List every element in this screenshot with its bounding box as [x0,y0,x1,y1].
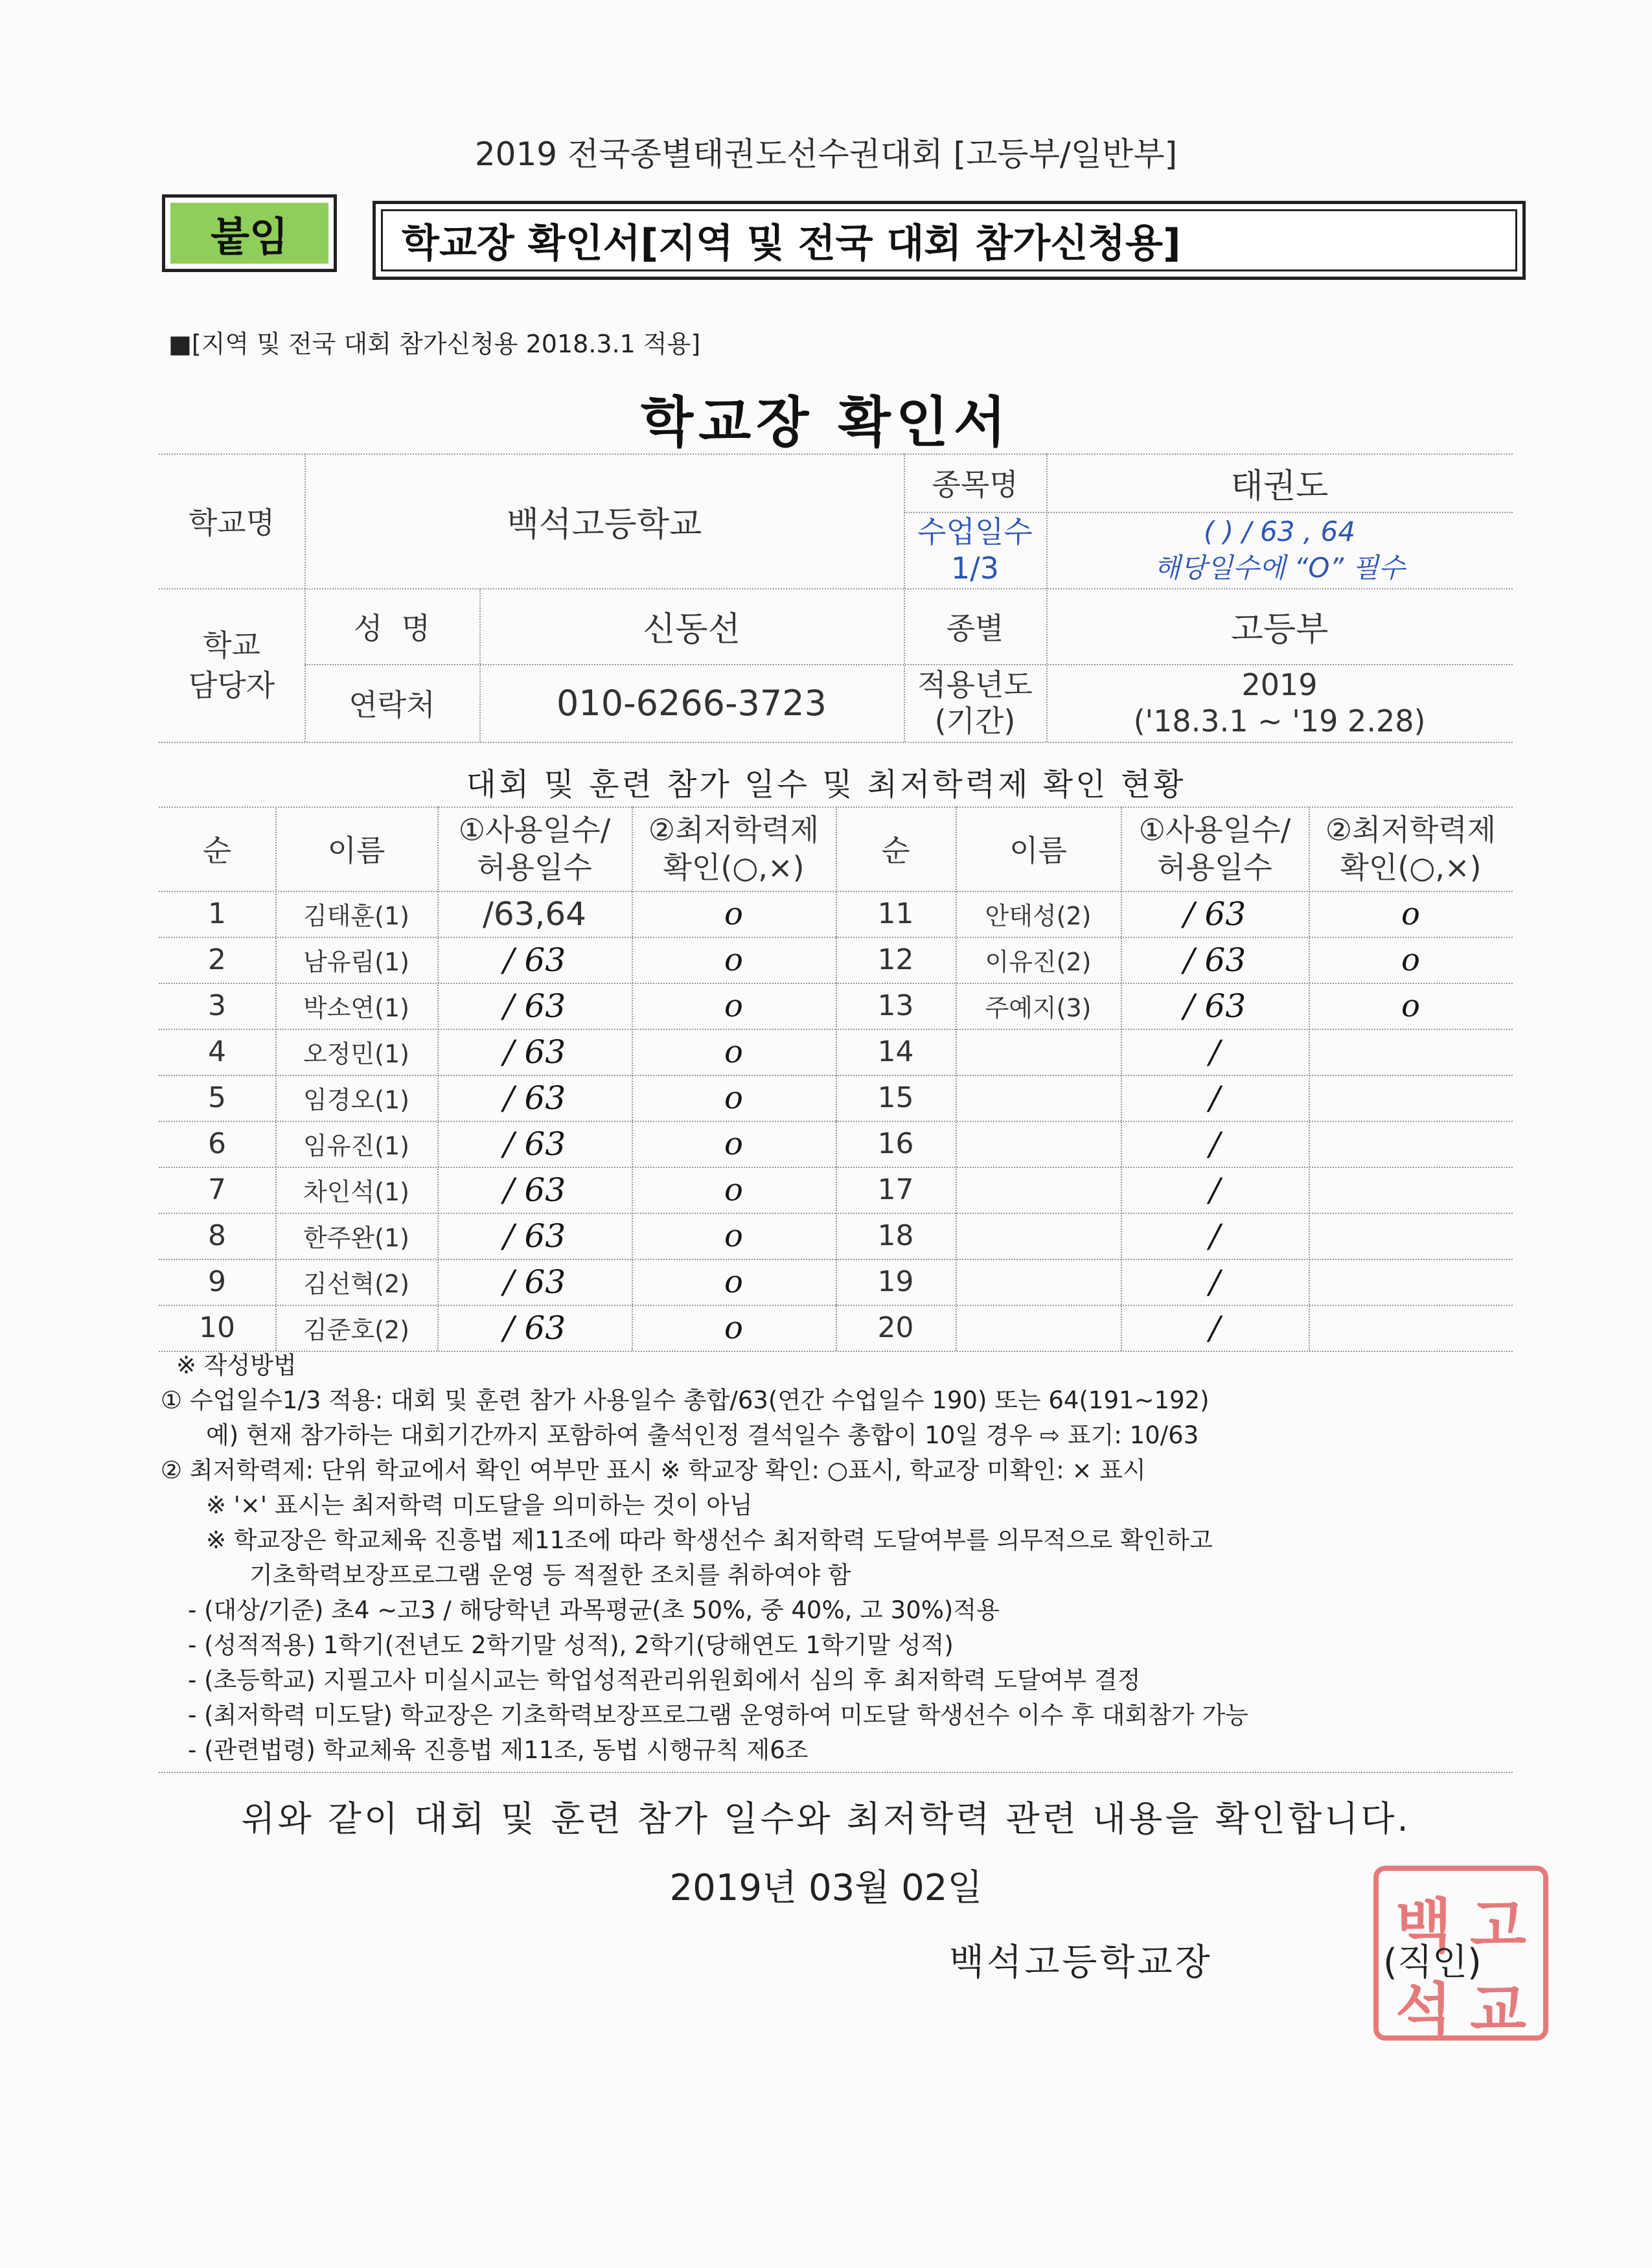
event-title: 2019 전국종별태권도선수권대회 [고등부/일반부] [474,135,1178,173]
cell-days: / 63 [503,987,566,1025]
cell-no: 16 [877,1127,914,1160]
confirm-statement: 위와 같이 대회 및 훈련 참가 일수와 최저학력 관련 내용을 확인합니다. [241,1798,1411,1839]
cell-check: o [724,1033,743,1070]
year-value-line2: ('18.3.1 ~ '19 2.28) [1133,704,1426,739]
cell-no: 13 [877,989,914,1022]
cell-check [1309,1121,1513,1167]
cell-days: / 63 [1183,987,1246,1025]
detail-1: - (대상/기준) 초4 ~고3 / 해당학년 과목평균(초 50%, 중 40%, 고 30%)적용 [188,1596,1000,1624]
year-value-line1: 2019 [1241,667,1318,702]
header-check-right-line1: ②최저학력제 [1325,812,1497,847]
cell-days: / 63 [503,1079,566,1117]
header-no-right: 순 [881,833,910,868]
header-check-left-line1: ②최저학력제 [648,812,820,847]
cell-check: o [724,895,743,932]
cell-name [956,1213,1121,1259]
heading-text: 학교장 확인서[지역 및 전국 대회 참가신청용] [402,221,1181,266]
header-days-left-line2: 허용일수 [477,850,592,885]
cell-no: 10 [199,1311,235,1344]
cell-check [1309,1075,1513,1121]
cell-name [956,1121,1121,1167]
cell-name: 김태훈(1) [303,902,409,930]
category-value: 고등부 [1230,610,1329,649]
cell-days: / [1209,1079,1221,1117]
year-label-line2: (기간) [934,704,1016,739]
cell-no: 7 [208,1173,226,1206]
cell-name [956,1029,1121,1075]
cell-check [1309,1259,1513,1305]
seal-label: (직인) [1383,1942,1482,1984]
header-name-right: 이름 [1009,833,1067,868]
cell-check: o [724,1309,743,1346]
header-days-left-line1: ①사용일수/ [458,812,611,847]
cell-days: / 63 [503,1217,566,1255]
cell-name: 한주완(1) [303,1224,409,1252]
header-no-left: 순 [202,833,232,868]
cell-check [1309,1167,1513,1213]
detail-5: - (관련법령) 학교체육 진흥법 제11조, 동법 시행규칙 제6조 [188,1736,809,1764]
detail-4: - (최저학력 미도달) 학교장은 기초학력보장프로그램 운영하여 미도달 학생선수 이수 후 대회참가 가능 [188,1701,1249,1729]
name-label: 성 명 [353,610,431,646]
cell-days: / [1209,1217,1221,1255]
days-value-line1: ( ) / 63 , 64 [1204,516,1355,547]
days-label-line1: 수업일수 [917,514,1033,549]
header-check-right-line2: 확인(○,×) [1340,850,1482,885]
main-title: 학교장 확인서 [640,391,1012,454]
cell-no: 19 [877,1265,914,1298]
days-value-line2: 해당일수에 “O” 필수 [1154,552,1405,584]
manager-label-line2: 담당자 [188,667,275,703]
note-3: ※ '×' 표시는 최저학력 미도달을 의미하는 것이 아님 [206,1491,753,1519]
cell-name: 주예지(3) [985,994,1092,1022]
cell-days: / 63 [503,941,566,979]
header-days-right-line1: ①사용일수/ [1138,812,1291,847]
note-4a: ※ 학교장은 학교체육 진흥법 제11조에 따라 학생선수 최저학력 도달여부를 의무적으로 확인하고 [206,1526,1213,1554]
note-1b: 예) 현재 참가하는 대회기간까지 포함하여 출석인정 결석일수 총합이 10일 경우 ⇨ 표기: 10/63 [206,1421,1199,1449]
manager-label [159,588,304,742]
cell-check: o [724,1125,743,1162]
contact-value: 010-6266-3723 [556,682,827,724]
cell-no: 20 [877,1311,914,1344]
school-value: 백석고등학교 [506,505,702,544]
days-value [1046,512,1513,588]
year-label [904,664,1046,742]
cell-no: 3 [208,989,226,1022]
cell-check: o [1401,987,1420,1024]
cell-name [956,1167,1121,1213]
school-label: 학교명 [188,505,275,540]
cell-check: o [724,1079,743,1116]
days-label-line2: 1/3 [950,551,1000,586]
cell-no: 5 [208,1081,226,1114]
header-name-left: 이름 [327,833,385,868]
cell-check: o [1401,941,1420,978]
cell-name: 남유림(1) [303,948,409,976]
principal-name: 백석고등학교장 [949,1942,1213,1984]
cell-days: /63,64 [483,895,586,933]
attachment-tag [162,194,337,272]
cell-check [1309,1305,1513,1351]
event-label: 종목명 [932,467,1018,502]
cell-days: / [1209,1033,1221,1071]
name-value: 신동선 [643,610,740,649]
cell-days: / [1209,1125,1221,1163]
cell-check [1309,1213,1513,1259]
event-value: 태권도 [1230,466,1329,506]
seal-char-1: 백 [1395,1892,1452,1960]
header-days-right-line2: 허용일수 [1157,850,1272,885]
cell-days: / 63 [1183,895,1246,933]
cell-name: 김준호(2) [303,1316,409,1344]
note-1a: ① 수업일수1/3 적용: 대회 및 훈련 참가 사용일수 총합/63(연간 수업일수 190) 또는 64(191~192) [161,1386,1210,1414]
seal-char-4: 교 [1470,1976,1526,2045]
header-check-left [632,807,836,891]
seal-char-3: 석 [1395,1976,1452,2045]
heading-box [373,201,1526,280]
cell-no: 12 [877,943,914,976]
cell-no: 1 [208,897,226,930]
cell-days: / [1209,1171,1221,1209]
cell-no: 6 [208,1127,226,1160]
header-check-left-line2: 확인(○,×) [663,850,805,885]
seal-char-2: 고 [1470,1892,1526,1960]
cell-no: 15 [877,1081,914,1114]
cell-days: / 63 [503,1125,566,1163]
cell-name [956,1075,1121,1121]
cell-no: 11 [877,897,914,930]
category-label: 종별 [946,610,1004,646]
issue-date: 2019년 03월 02일 [669,1867,983,1909]
cell-days: / 63 [503,1171,566,1209]
year-value [1046,664,1513,742]
detail-3: - (초등학교) 지필고사 미실시교는 학업성적관리위원회에서 심의 후 최저학력 도달여부 결정 [188,1666,1141,1694]
cell-check [1309,1029,1513,1075]
cell-days: / 63 [1183,941,1246,979]
section-title: 대회 및 훈련 참가 일수 및 최저학력제 확인 현황 [466,766,1186,803]
cell-no: 8 [208,1219,226,1252]
cell-no: 17 [877,1173,914,1206]
manager-label-line1: 학교 [203,627,260,663]
cell-check: o [724,1171,743,1208]
cell-check: o [1401,895,1420,932]
cell-days: / 63 [503,1033,566,1071]
note-4b: 기초학력보장프로그램 운영 등 적절한 조치를 취하여야 함 [249,1561,851,1589]
cell-name: 김선혁(2) [303,1270,409,1298]
detail-2: - (성적적용) 1학기(전년도 2학기말 성적), 2학기(당해연도 1학기말 성적) [188,1631,954,1659]
cell-name: 이유진(2) [985,948,1092,976]
cell-check: o [724,987,743,1024]
cell-name [956,1305,1121,1351]
notes-title: ※ 작성방법 [176,1351,297,1379]
note-2: ② 최저학력제: 단위 학교에서 확인 여부만 표시 ※ 학교장 확인: ○표시, 학교장 미확인: × 표시 [161,1456,1146,1484]
cell-name [956,1259,1121,1305]
header-days-left [437,807,632,891]
cell-name: 오정민(1) [303,1040,409,1068]
apply-note: ■[지역 및 전국 대회 참가신청용 2018.3.1 적용] [168,330,701,358]
cell-name: 차인석(1) [303,1178,409,1206]
cell-days: / 63 [503,1263,566,1301]
cell-name: 임유진(1) [303,1132,409,1160]
days-label [904,512,1046,588]
attachment-tag-label: 붙임 [170,203,328,264]
cell-name: 박소연(1) [303,994,409,1022]
year-label-line1: 적용년도 [917,667,1033,702]
cell-name: 임경오(1) [303,1086,409,1114]
cell-check: o [724,1217,743,1254]
cell-no: 2 [208,943,226,976]
cell-check: o [724,1263,743,1300]
cell-check: o [724,941,743,978]
cell-no: 14 [877,1035,914,1068]
header-days-right [1121,807,1309,891]
cell-no: 4 [208,1035,226,1068]
cell-name: 안태성(2) [985,902,1092,930]
contact-label: 연락처 [349,687,435,722]
cell-days: / [1209,1263,1221,1301]
cell-days: / 63 [503,1309,566,1347]
header-check-right [1309,807,1513,891]
cell-days: / [1209,1309,1221,1347]
cell-no: 9 [208,1265,226,1298]
cell-no: 18 [877,1219,914,1252]
